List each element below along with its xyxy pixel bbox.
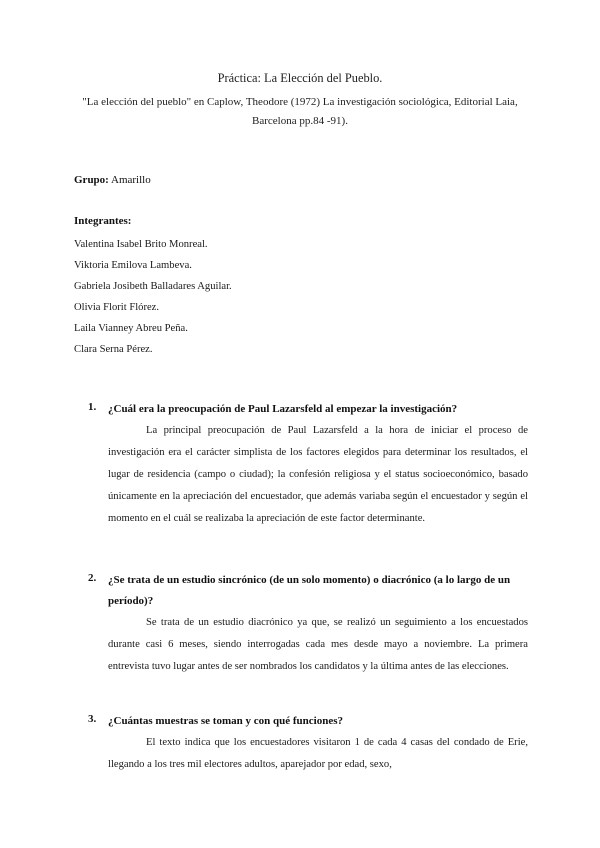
document-title: Práctica: La Elección del Pueblo. [217,71,383,85]
members-list [74,234,232,360]
document-subtitle: "La elección del pueblo" en Caplow, Theodore (1972) La investigación sociológica, Editorial Laia, Barcelona pp.84 -91). [82,96,518,127]
member-name: Clara Serna Pérez. [74,344,153,355]
question-heading: ¿Cuántas muestras se toman y con qué funciones? [108,715,343,727]
member-name: Viktoria Emilova Lambeva. [74,260,192,271]
members-title: Integrantes: [74,215,132,227]
group-line [74,172,151,188]
group-value: Amarillo [111,174,151,186]
question-answer: Se trata de un estudio diacrónico ya que, se realizó un seguimiento a los encuestados durante casi 6 meses, siendo interrogadas cada mes desde mayo a noviembre. La primera entrevista tuvo lugar antes de ser nombrados los candidatos y la última antes de las elecciones. [108,617,528,672]
question-number: 1. [88,401,97,413]
question-number: 2. [88,572,97,584]
member-name: Laila Vianney Abreu Peña. [74,323,188,334]
question-answer: La principal preocupación de Paul Lazarsfeld a la hora de iniciar el proceso de investigación era el carácter simplista de los factores elegidos para determinar los resultados, el lugar de residencia (campo o ciudad); la confesión religiosa y el status socioeconómico, basado únicamente en la apreciación del encuestador, que además variaba según el encuestador y según el momento en el cuál se realizaba la apreciación de este factor determinante. [108,425,528,524]
group-label: Grupo: [74,174,109,186]
question-block [88,570,528,678]
member-name: Olivia Florit Flórez. [74,302,160,313]
question-number: 3. [88,713,97,725]
member-name: Valentina Isabel Brito Monreal. [74,239,208,250]
question-block [88,399,528,530]
question-block [88,711,528,776]
question-answer: El texto indica que los encuestadores visitaron 1 de cada 4 casas del condado de Erie, llegando a los tres mil electores adultos, aparejador por edad, sexo, [108,737,528,770]
question-heading: ¿Cuál era la preocupación de Paul Lazarsfeld al empezar la investigación? [108,403,458,415]
member-name: Gabriela Josibeth Balladares Aguilar. [74,281,232,292]
question-heading: ¿Se trata de un estudio sincrónico (de un solo momento) o diacrónico (a lo largo de un período)? [108,574,511,607]
